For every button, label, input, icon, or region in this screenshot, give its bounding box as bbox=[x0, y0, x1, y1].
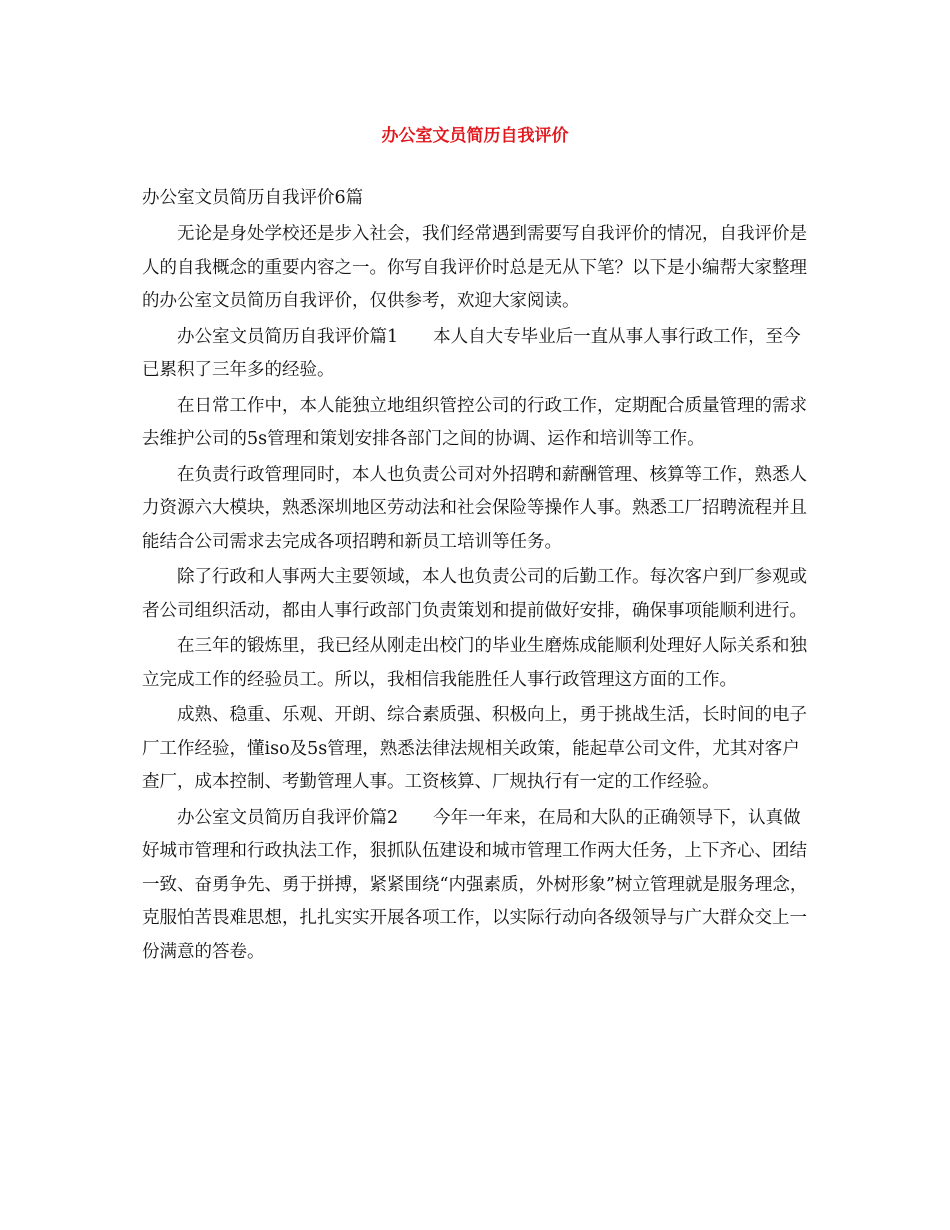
document-body bbox=[142, 181, 812, 969]
paragraph-section-2-start: 办公室文员简历自我评价篇2 今年一年来，在局和大队的正确领导下，认真做好城市管理和行政执法工作，狠抓队伍建设和城市管理工作两大任务，上下齐心、团结一致、奋勇争先、勇于拼搏，紧紧围绕“内强素质，外树形象”树立管理就是服务理念，克服怕苦畏难思想，扎扎实实开展各项工作，以实际行动向各级领导与广大群众交上一份满意的答卷。 bbox=[142, 807, 808, 962]
paragraph-qualities: 成熟、稳重、乐观、开朗、综合素质强、积极向上，勇于挑战生活，长时间的电子厂工作经验，懂iso及5s管理，熟悉法律法规相关政策，能起草公司文件，尤其对客户查厂，成本控制、考勤管理人事。工资核算、厂规执行有一定的工作经验。 bbox=[142, 705, 807, 792]
document-title: 办公室文员简历自我评价 bbox=[381, 126, 569, 146]
paragraph-daily-work: 在日常工作中，本人能独立地组织管控公司的行政工作，定期配合质量管理的需求去维护公司的5s管理和策划安排各部门之间的协调、运作和培训等工作。 bbox=[142, 395, 807, 449]
document-subtitle: 办公室文员简历自我评价6篇 bbox=[142, 188, 364, 208]
paragraph-hr-duties: 在负责行政管理同时，本人也负责公司对外招聘和薪酬管理、核算等工作，熟悉人力资源六大模块，熟悉深圳地区劳动法和社会保险等操作人事。熟悉工厂招聘流程并且能结合公司需求去完成各项招聘和新员工培训等任务。 bbox=[142, 464, 807, 552]
paragraph-intro: 无论是身处学校还是步入社会，我们经常遇到需要写自我评价的情况，自我评价是人的自我概念的重要内容之一。你写自我评价时总是无从下笔？以下是小编帮大家整理的办公室文员简历自我评价，仅供参考，欢迎大家阅读。 bbox=[142, 224, 807, 311]
paragraph-growth: 在三年的锻炼里，我已经从刚走出校门的毕业生磨炼成能顺利处理好人际关系和独立完成工作的经验员工。所以，我相信我能胜任人事行政管理这方面的工作。 bbox=[142, 636, 807, 690]
paragraph-logistics: 除了行政和人事两大主要领域，本人也负责公司的后勤工作。每次客户到厂参观或者公司组织活动，都由人事行政部门负责策划和提前做好安排，确保事项能顺利进行。 bbox=[142, 567, 807, 621]
paragraph-section-1-start: 办公室文员简历自我评价篇1 本人自大专毕业后一直从事人事行政工作，至今已累积了三年多的经验。 bbox=[142, 326, 801, 380]
